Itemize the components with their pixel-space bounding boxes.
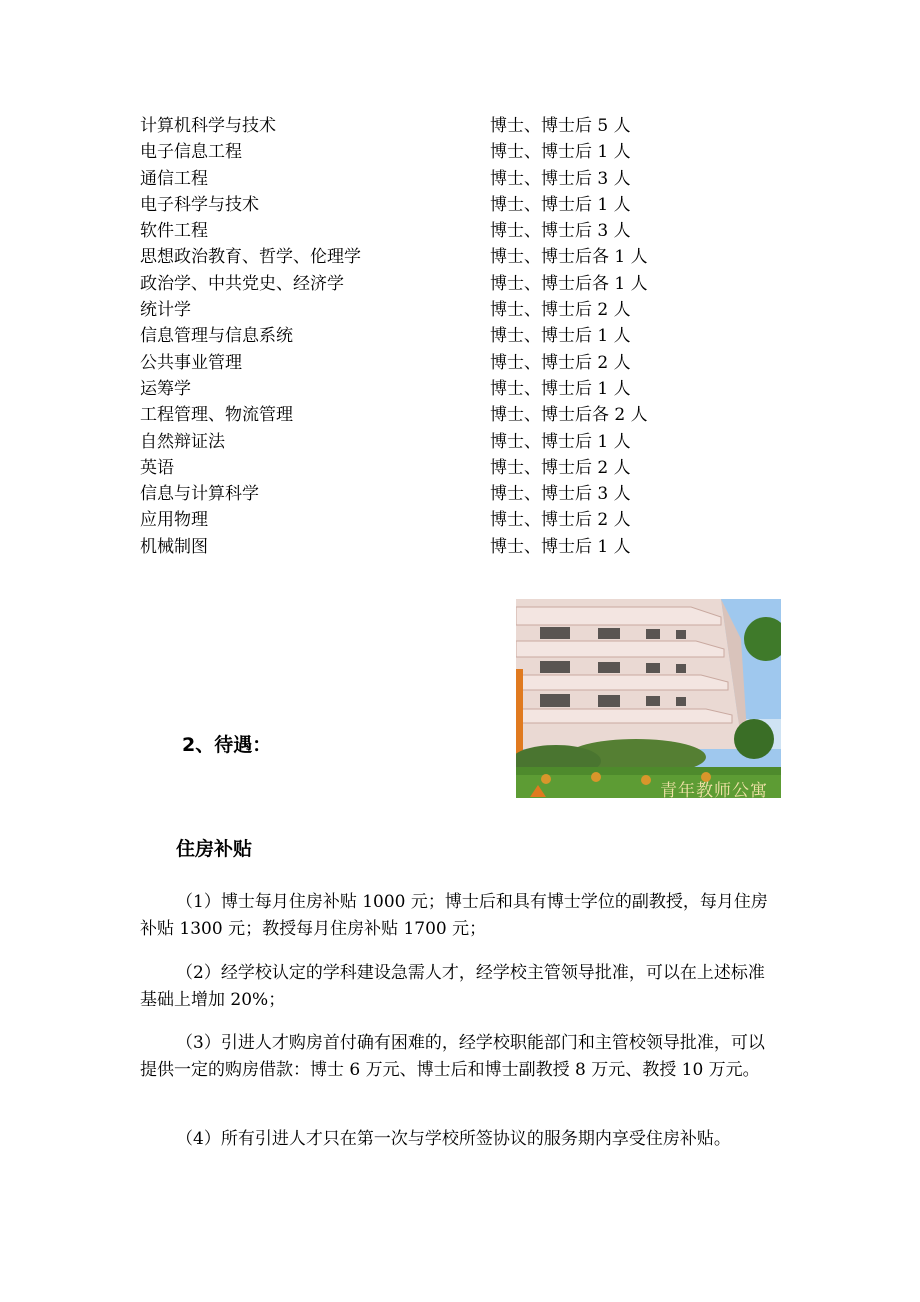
major-name: 电子科学与技术 <box>140 194 259 215</box>
major-name: 通信工程 <box>140 168 208 189</box>
major-name: 应用物理 <box>140 510 208 531</box>
major-name: 公共事业管理 <box>140 352 242 373</box>
subsidy-paragraph: （3）引进人才购房首付确有困难的，经学校职能部门和主管校领导批准，可以提供一定的购房借款：博士 6 万元、博士后和博士副教授 8 万元、教授 10 万元。 <box>140 1033 765 1080</box>
position-row <box>140 113 780 139</box>
major-name: 软件工程 <box>140 221 208 242</box>
major-name: 思想政治教育、哲学、伦理学 <box>140 247 361 268</box>
major-name: 计算机科学与技术 <box>140 116 276 136</box>
major-name: 信息与计算科学 <box>140 484 259 505</box>
position-row <box>140 166 780 192</box>
quota-text: 博士、博士后各 1 人 <box>490 247 648 268</box>
quota-text: 博士、博士后 3 人 <box>490 221 631 242</box>
position-row <box>140 534 780 560</box>
apartment-building-icon <box>516 599 781 798</box>
position-row <box>140 376 780 402</box>
position-row <box>140 402 780 428</box>
major-name: 机械制图 <box>140 536 208 557</box>
quota-text: 博士、博士后 1 人 <box>490 536 631 557</box>
position-row <box>140 481 780 507</box>
major-name: 运筹学 <box>140 378 191 399</box>
major-name: 自然辩证法 <box>140 431 225 452</box>
major-name: 电子信息工程 <box>140 142 242 163</box>
position-row <box>140 218 780 244</box>
quota-text: 博士、博士后 1 人 <box>490 326 631 347</box>
major-name: 英语 <box>140 457 174 478</box>
apartment-building-photo <box>516 599 781 798</box>
quota-text: 博士、博士后 1 人 <box>490 431 631 452</box>
position-row <box>140 139 780 165</box>
quota-text: 博士、博士后各 2 人 <box>490 405 648 426</box>
position-row <box>140 507 780 533</box>
quota-text: 博士、博士后 2 人 <box>490 300 631 321</box>
quota-text: 博士、博士后 2 人 <box>490 510 631 531</box>
position-row <box>140 244 780 270</box>
recruitment-position-list <box>140 113 780 560</box>
section-heading: 2、待遇： <box>182 734 272 756</box>
subsidy-paragraph: （4）所有引进人才只在第一次与学校所签协议的服务期内享受住房补贴。 <box>176 1129 731 1149</box>
position-row <box>140 271 780 297</box>
position-row <box>140 350 780 376</box>
position-row <box>140 455 780 481</box>
quota-text: 博士、博士后 3 人 <box>490 484 631 505</box>
major-name: 信息管理与信息系统 <box>140 326 293 347</box>
position-row <box>140 297 780 323</box>
major-name: 统计学 <box>140 300 191 321</box>
quota-text: 博士、博士后 3 人 <box>490 168 631 189</box>
quota-text: 博士、博士后 1 人 <box>490 142 631 163</box>
housing-subsidy-heading: 住房补贴 <box>176 838 253 860</box>
major-name: 政治学、中共党史、经济学 <box>140 273 344 294</box>
quota-text: 博士、博士后 2 人 <box>490 352 631 373</box>
subsidy-paragraph: （2）经学校认定的学科建设急需人才，经学校主管领导批准，可以在上述标准基础上增加 20%； <box>140 963 765 1010</box>
quota-text: 博士、博士后 5 人 <box>490 116 631 136</box>
quota-text: 博士、博士后各 1 人 <box>490 273 648 294</box>
photo-caption: 青年教师公寓 <box>660 781 768 798</box>
quota-text: 博士、博士后 2 人 <box>490 457 631 478</box>
position-row <box>140 323 780 349</box>
position-row <box>140 192 780 218</box>
subsidy-paragraph: （1）博士每月住房补贴 1000 元；博士后和具有博士学位的副教授，每月住房补贴 1300 元；教授每月住房补贴 1700 元； <box>140 892 768 939</box>
quota-text: 博士、博士后 1 人 <box>490 378 631 399</box>
major-name: 工程管理、物流管理 <box>140 405 293 426</box>
position-row <box>140 429 780 455</box>
quota-text: 博士、博士后 1 人 <box>490 194 631 215</box>
